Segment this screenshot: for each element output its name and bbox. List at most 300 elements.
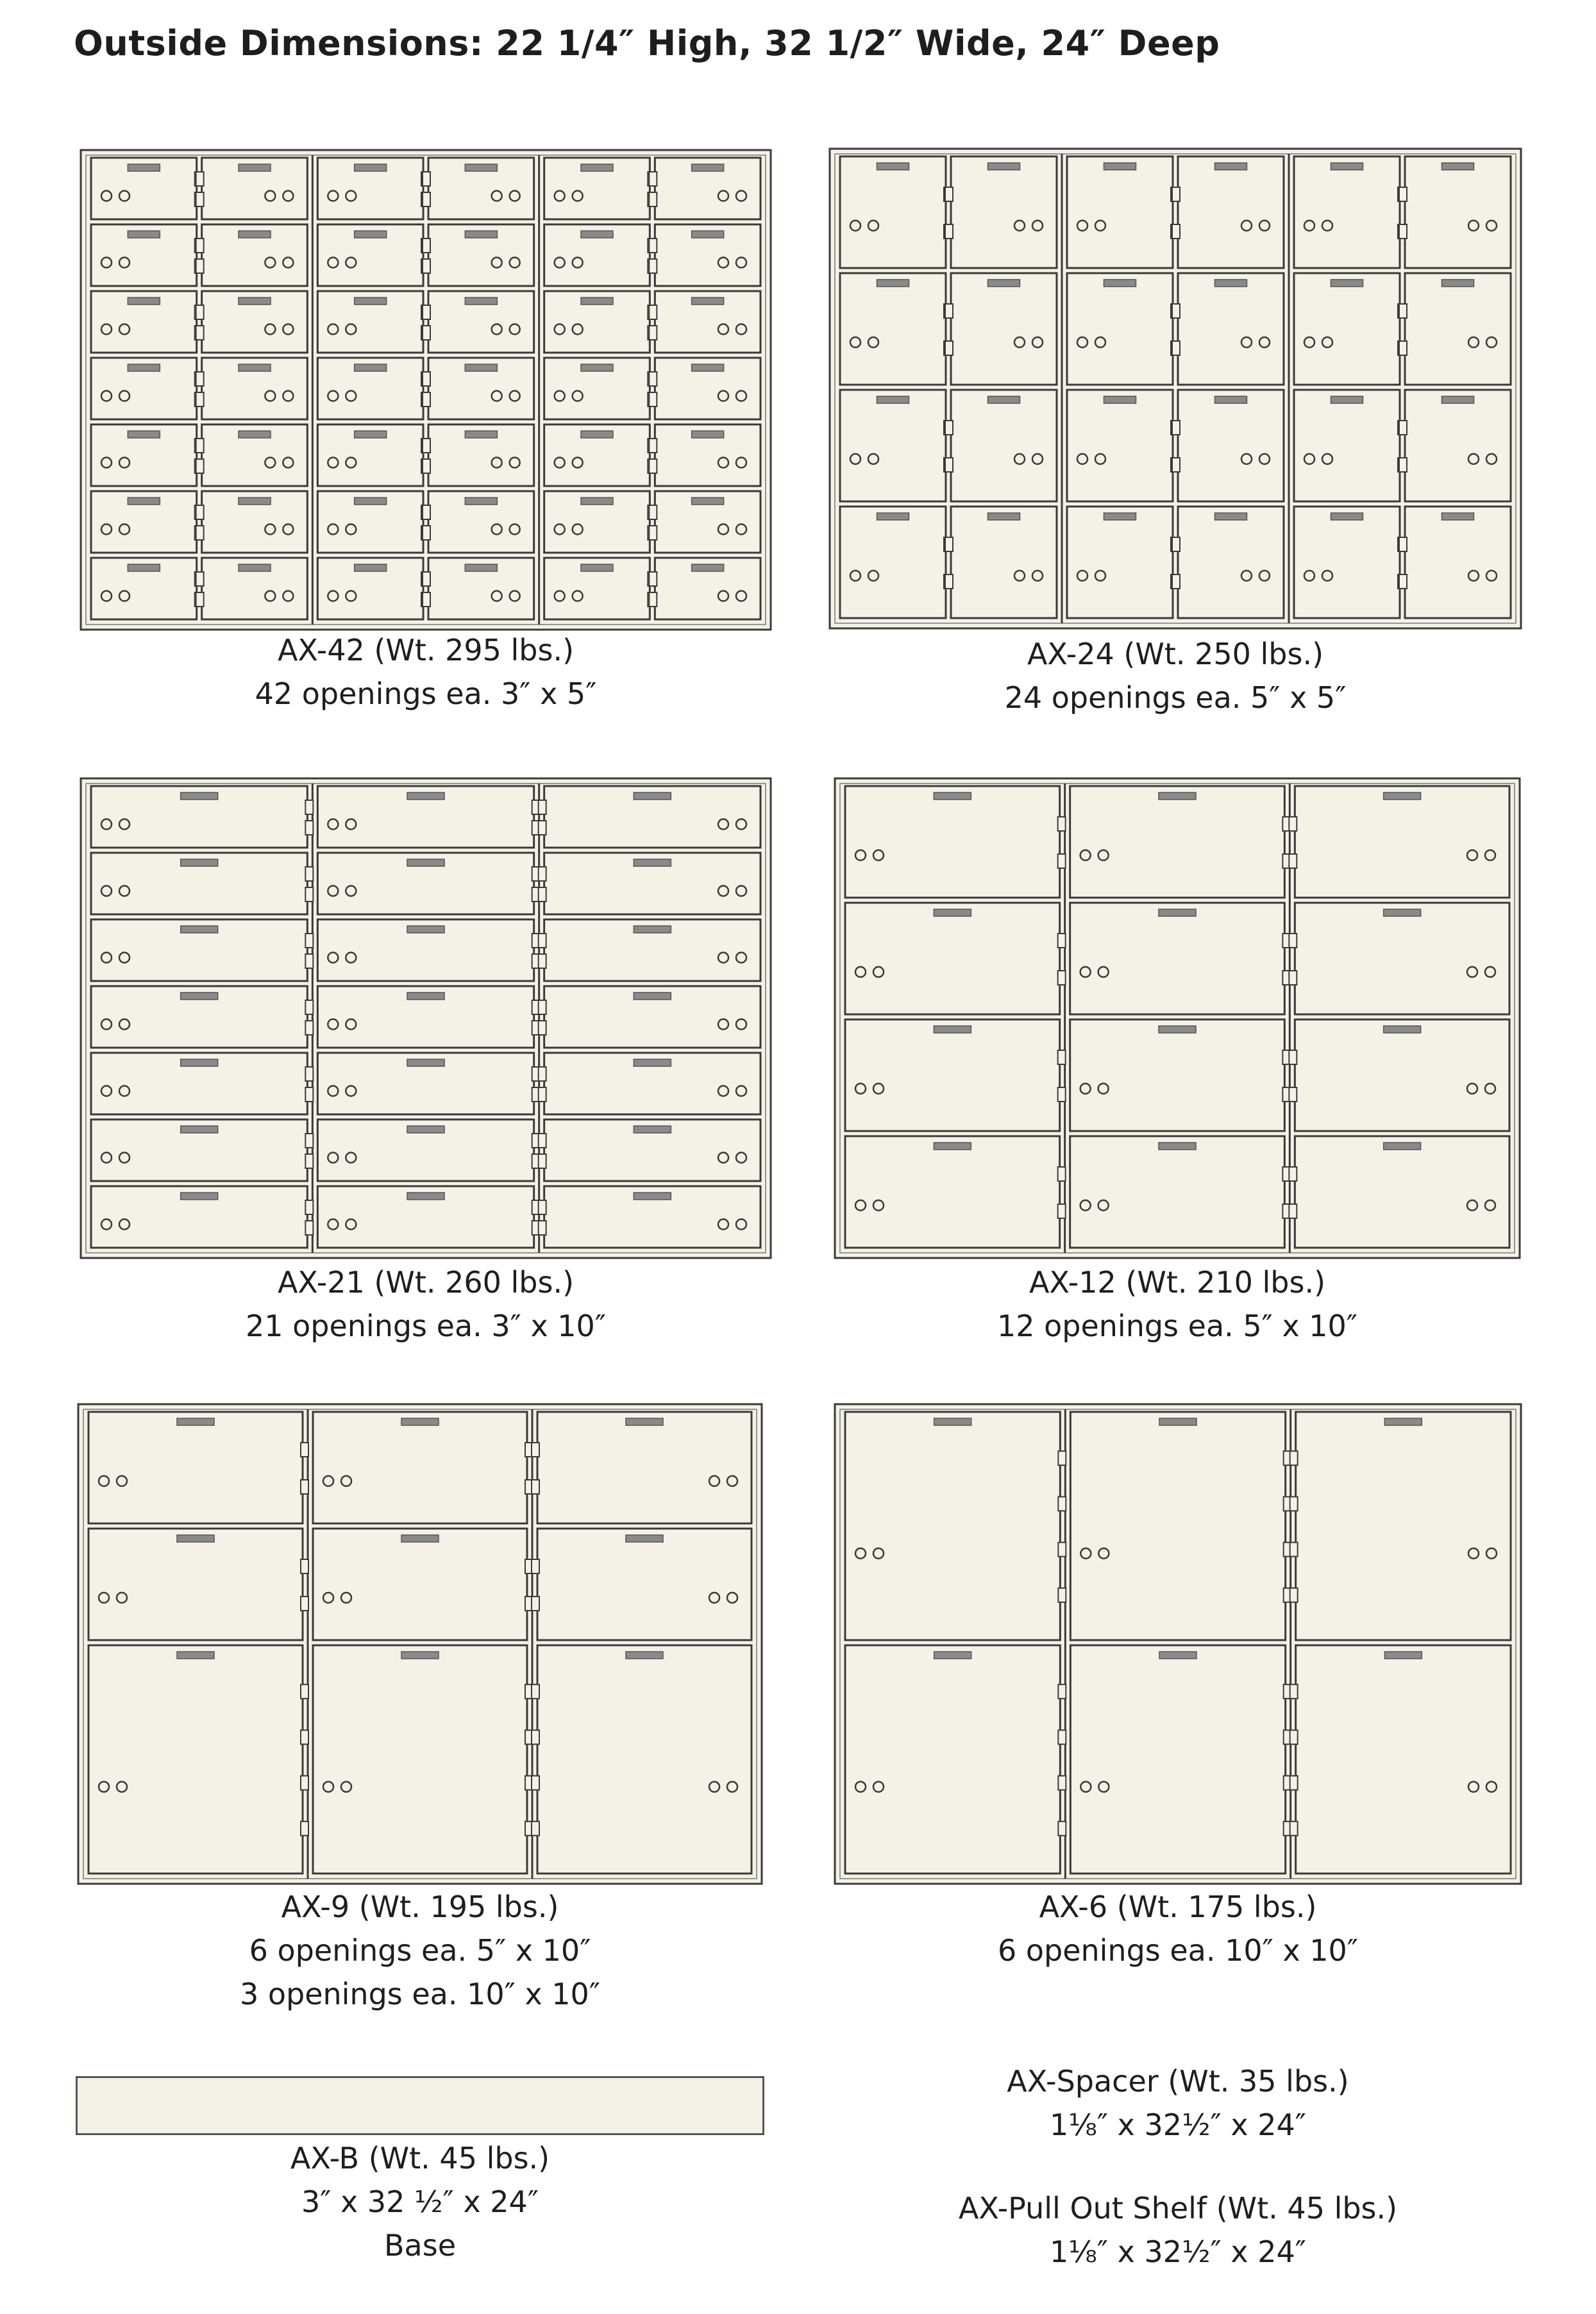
door bbox=[317, 424, 429, 486]
hinge-icon bbox=[196, 459, 204, 473]
hinge-icon bbox=[305, 800, 313, 814]
name-plate bbox=[1104, 396, 1136, 403]
hinge-icon bbox=[423, 326, 430, 340]
door bbox=[91, 491, 203, 553]
hinge-icon bbox=[1289, 1050, 1297, 1064]
ax-42-drawing bbox=[80, 149, 772, 631]
hinge-icon bbox=[532, 1597, 539, 1611]
door bbox=[91, 424, 203, 486]
door bbox=[845, 903, 1066, 1014]
door bbox=[91, 1186, 313, 1248]
hinge-icon bbox=[1399, 537, 1407, 551]
name-plate bbox=[239, 431, 271, 438]
name-plate bbox=[581, 364, 613, 371]
door bbox=[840, 273, 952, 385]
ax-21-name: AX-21 (Wt. 260 lbs.) bbox=[277, 1265, 575, 1300]
hinge-icon bbox=[1058, 971, 1066, 985]
hinge-icon bbox=[1290, 1684, 1298, 1698]
door bbox=[1399, 390, 1511, 501]
hinge-icon bbox=[1172, 224, 1180, 239]
ax-21-drawing bbox=[80, 777, 772, 1259]
name-plate bbox=[128, 431, 160, 438]
hinge-icon bbox=[539, 1221, 546, 1235]
ax-42-spec: 42 openings ea. 3″ x 5″ bbox=[255, 676, 597, 711]
hinge-icon bbox=[196, 305, 204, 319]
door bbox=[313, 1645, 533, 1874]
hinge-icon bbox=[1289, 1167, 1297, 1181]
hinge-icon bbox=[539, 800, 546, 814]
hinge-icon bbox=[1290, 1730, 1298, 1744]
ax-shelf-dims: 1⅛″ x 32½″ x 24″ bbox=[1050, 2234, 1306, 2269]
hinge-icon bbox=[649, 172, 657, 186]
door bbox=[539, 853, 760, 914]
name-plate bbox=[634, 859, 671, 866]
door bbox=[423, 491, 534, 553]
door bbox=[1070, 1136, 1291, 1248]
name-plate bbox=[355, 431, 387, 438]
hinge-icon bbox=[649, 192, 657, 206]
ax-spacer-caption bbox=[834, 2059, 1522, 2147]
door bbox=[88, 1412, 308, 1523]
hinge-icon bbox=[1399, 341, 1407, 355]
door bbox=[423, 358, 534, 419]
hinge-icon bbox=[649, 439, 657, 453]
name-plate bbox=[877, 163, 909, 170]
hinge-icon bbox=[1058, 1050, 1066, 1064]
hinge-icon bbox=[649, 572, 657, 586]
name-plate bbox=[877, 280, 909, 287]
hinge-icon bbox=[1399, 187, 1407, 201]
hinge-icon bbox=[532, 1684, 539, 1698]
name-plate bbox=[407, 859, 444, 866]
ax-6-spec: 6 openings ea. 10″ x 10″ bbox=[997, 1933, 1359, 1968]
door bbox=[317, 224, 429, 286]
door bbox=[91, 358, 203, 419]
hinge-icon bbox=[649, 372, 657, 386]
hinge-icon bbox=[945, 537, 953, 551]
hinge-icon bbox=[196, 172, 204, 186]
door bbox=[649, 491, 760, 553]
hinge-icon bbox=[1172, 537, 1180, 551]
door bbox=[91, 919, 313, 981]
name-plate bbox=[465, 498, 497, 505]
door bbox=[196, 358, 308, 419]
hinge-icon bbox=[1290, 1776, 1298, 1790]
hinge-icon bbox=[1172, 458, 1180, 472]
name-plate bbox=[634, 993, 671, 1000]
name-plate bbox=[181, 859, 218, 866]
hinge-icon bbox=[539, 1134, 546, 1148]
hinge-icon bbox=[423, 526, 430, 540]
name-plate bbox=[465, 564, 497, 571]
hinge-icon bbox=[945, 304, 953, 318]
hinge-icon bbox=[539, 821, 546, 835]
door bbox=[91, 853, 313, 914]
hinge-icon bbox=[196, 192, 204, 206]
name-plate bbox=[581, 564, 613, 571]
name-plate bbox=[1159, 1143, 1196, 1150]
hinge-icon bbox=[539, 1021, 546, 1035]
ax-9-caption bbox=[77, 1885, 763, 2016]
name-plate bbox=[1331, 163, 1363, 170]
hinge-icon bbox=[196, 592, 204, 607]
door bbox=[196, 158, 308, 219]
hinge-icon bbox=[649, 259, 657, 273]
hinge-icon bbox=[1290, 1588, 1298, 1602]
hinge-icon bbox=[423, 439, 430, 453]
name-plate bbox=[177, 1418, 214, 1425]
door bbox=[1289, 903, 1509, 1014]
door bbox=[196, 291, 308, 353]
door bbox=[845, 1412, 1066, 1640]
hinge-icon bbox=[423, 372, 430, 386]
door bbox=[544, 491, 656, 553]
door bbox=[539, 786, 760, 848]
name-plate bbox=[1159, 1026, 1196, 1033]
door bbox=[649, 158, 760, 219]
ax-12-caption bbox=[834, 1261, 1521, 1348]
hinge-icon bbox=[305, 934, 313, 948]
hinge-icon bbox=[1058, 1822, 1066, 1836]
door bbox=[1067, 273, 1179, 385]
name-plate bbox=[626, 1418, 663, 1425]
name-plate bbox=[1159, 909, 1196, 916]
door bbox=[91, 291, 203, 353]
hinge-icon bbox=[305, 1200, 313, 1214]
ax-21-spec: 21 openings ea. 3″ x 10″ bbox=[245, 1309, 607, 1343]
door bbox=[945, 507, 1057, 618]
name-plate bbox=[1104, 280, 1136, 287]
name-plate bbox=[239, 498, 271, 505]
door bbox=[317, 491, 429, 553]
name-plate bbox=[181, 1193, 218, 1200]
hinge-icon bbox=[1058, 1730, 1066, 1744]
name-plate bbox=[934, 1026, 971, 1033]
door bbox=[313, 1529, 533, 1640]
door bbox=[423, 291, 534, 353]
ax-b-label: Base bbox=[383, 2228, 456, 2263]
door bbox=[649, 224, 760, 286]
hinge-icon bbox=[423, 572, 430, 586]
hinge-icon bbox=[301, 1776, 308, 1790]
hinge-icon bbox=[1058, 817, 1066, 831]
door bbox=[317, 358, 429, 419]
hinge-icon bbox=[196, 392, 204, 407]
name-plate bbox=[692, 364, 724, 371]
hinge-icon bbox=[1058, 1167, 1066, 1181]
hinge-icon bbox=[301, 1559, 308, 1573]
hinge-icon bbox=[423, 172, 430, 186]
door bbox=[317, 1186, 539, 1248]
hinge-icon bbox=[945, 458, 953, 472]
hinge-icon bbox=[1399, 304, 1407, 318]
door bbox=[544, 224, 656, 286]
door bbox=[1294, 507, 1406, 618]
ax-9-spec-1: 6 openings ea. 5″ x 10″ bbox=[249, 1933, 591, 1968]
ax-24-drawing bbox=[828, 147, 1522, 630]
door bbox=[1172, 507, 1284, 618]
ax-b-name: AX-B (Wt. 45 lbs.) bbox=[290, 2141, 550, 2176]
name-plate bbox=[988, 280, 1020, 287]
hinge-icon bbox=[1058, 1451, 1066, 1465]
name-plate bbox=[1159, 792, 1196, 800]
ax-9-drawing bbox=[77, 1403, 763, 1885]
hinge-icon bbox=[196, 326, 204, 340]
hinge-icon bbox=[1289, 1204, 1297, 1218]
hinge-icon bbox=[1399, 224, 1407, 239]
door bbox=[423, 558, 534, 619]
name-plate bbox=[355, 298, 387, 305]
name-plate bbox=[692, 431, 724, 438]
name-plate bbox=[239, 298, 271, 305]
name-plate bbox=[626, 1535, 663, 1542]
name-plate bbox=[1159, 1652, 1197, 1659]
name-plate bbox=[1442, 513, 1474, 520]
name-plate bbox=[988, 163, 1020, 170]
door bbox=[317, 986, 539, 1048]
hinge-icon bbox=[1058, 1497, 1066, 1511]
door bbox=[544, 158, 656, 219]
door bbox=[196, 424, 308, 486]
name-plate bbox=[465, 431, 497, 438]
door bbox=[1070, 903, 1291, 1014]
hinge-icon bbox=[539, 934, 546, 948]
name-plate bbox=[401, 1418, 439, 1425]
name-plate bbox=[581, 231, 613, 238]
hinge-icon bbox=[1172, 421, 1180, 435]
door bbox=[539, 1053, 760, 1114]
name-plate bbox=[692, 498, 724, 505]
hinge-icon bbox=[1172, 187, 1180, 201]
door bbox=[845, 786, 1066, 898]
name-plate bbox=[1384, 1418, 1422, 1425]
hinge-icon bbox=[423, 505, 430, 519]
ax-spacer-name: AX-Spacer (Wt. 35 lbs.) bbox=[1007, 2064, 1349, 2099]
ax-9-spec-2: 3 openings ea. 10″ x 10″ bbox=[239, 1977, 601, 2011]
door bbox=[1289, 1136, 1509, 1248]
hinge-icon bbox=[301, 1684, 308, 1698]
door bbox=[423, 424, 534, 486]
ax-24-caption bbox=[828, 632, 1522, 719]
hinge-icon bbox=[539, 1154, 546, 1168]
hinge-icon bbox=[1058, 1087, 1066, 1102]
hinge-icon bbox=[1058, 934, 1066, 948]
hinge-icon bbox=[649, 526, 657, 540]
door bbox=[649, 424, 760, 486]
hinge-icon bbox=[532, 1730, 539, 1744]
hinge-icon bbox=[1058, 1204, 1066, 1218]
door bbox=[544, 558, 656, 619]
hinge-icon bbox=[1399, 574, 1407, 589]
door bbox=[91, 1119, 313, 1181]
door bbox=[945, 390, 1057, 501]
hinge-icon bbox=[305, 1021, 313, 1035]
hinge-icon bbox=[1399, 458, 1407, 472]
hinge-icon bbox=[423, 459, 430, 473]
hinge-icon bbox=[196, 239, 204, 253]
hinge-icon bbox=[649, 305, 657, 319]
name-plate bbox=[239, 164, 271, 171]
name-plate bbox=[128, 164, 160, 171]
hinge-icon bbox=[649, 239, 657, 253]
name-plate bbox=[692, 231, 724, 238]
name-plate bbox=[407, 1193, 444, 1200]
hinge-icon bbox=[423, 239, 430, 253]
ax-12-spec: 12 openings ea. 5″ x 10″ bbox=[996, 1309, 1358, 1343]
door bbox=[845, 1019, 1066, 1131]
hinge-icon bbox=[305, 821, 313, 835]
hinge-icon bbox=[539, 1087, 546, 1102]
hinge-icon bbox=[301, 1822, 308, 1836]
hinge-icon bbox=[1399, 421, 1407, 435]
door bbox=[649, 291, 760, 353]
door bbox=[539, 986, 760, 1048]
door bbox=[840, 507, 952, 618]
name-plate bbox=[1384, 792, 1421, 800]
ax-21-caption bbox=[80, 1261, 772, 1348]
door bbox=[196, 491, 308, 553]
hinge-icon bbox=[532, 1776, 539, 1790]
hinge-icon bbox=[945, 187, 953, 201]
door bbox=[532, 1645, 752, 1874]
door bbox=[945, 273, 1057, 385]
door bbox=[91, 224, 203, 286]
door bbox=[1399, 507, 1511, 618]
hinge-icon bbox=[1172, 341, 1180, 355]
name-plate bbox=[1384, 1143, 1421, 1150]
door bbox=[1067, 507, 1179, 618]
ax-24-name: AX-24 (Wt. 250 lbs.) bbox=[1027, 637, 1324, 671]
hinge-icon bbox=[945, 421, 953, 435]
door bbox=[423, 158, 534, 219]
hinge-icon bbox=[301, 1443, 308, 1457]
name-plate bbox=[988, 513, 1020, 520]
name-plate bbox=[581, 298, 613, 305]
hinge-icon bbox=[305, 1000, 313, 1014]
door bbox=[317, 291, 429, 353]
hinge-icon bbox=[539, 887, 546, 901]
name-plate bbox=[177, 1535, 214, 1542]
ax-shelf-caption bbox=[834, 2186, 1522, 2274]
name-plate bbox=[634, 1193, 671, 1200]
name-plate bbox=[1104, 163, 1136, 170]
hinge-icon bbox=[1290, 1543, 1298, 1557]
ax-9-name: AX-9 (Wt. 195 lbs.) bbox=[281, 1890, 559, 1924]
name-plate bbox=[128, 498, 160, 505]
page-title: Outside Dimensions: 22 1/4″ High, 32 1/2″ Wide, 24″ Deep bbox=[74, 23, 1220, 63]
hinge-icon bbox=[196, 259, 204, 273]
name-plate bbox=[181, 926, 218, 933]
door bbox=[1294, 156, 1406, 268]
door bbox=[317, 1119, 539, 1181]
hinge-icon bbox=[196, 439, 204, 453]
ax-spacer-dims: 1⅛″ x 32½″ x 24″ bbox=[1050, 2108, 1306, 2142]
hinge-icon bbox=[539, 1200, 546, 1214]
door bbox=[1172, 390, 1284, 501]
name-plate bbox=[1159, 1418, 1197, 1425]
name-plate bbox=[181, 993, 218, 1000]
name-plate bbox=[1442, 280, 1474, 287]
door bbox=[423, 224, 534, 286]
hinge-icon bbox=[539, 1000, 546, 1014]
hinge-icon bbox=[532, 1443, 539, 1457]
name-plate bbox=[1331, 280, 1363, 287]
hinge-icon bbox=[423, 192, 430, 206]
hinge-icon bbox=[305, 1067, 313, 1081]
hinge-icon bbox=[1290, 1822, 1298, 1836]
hinge-icon bbox=[305, 1087, 313, 1102]
name-plate bbox=[355, 164, 387, 171]
name-plate bbox=[692, 298, 724, 305]
name-plate bbox=[1215, 396, 1247, 403]
door bbox=[840, 390, 952, 501]
door bbox=[649, 358, 760, 419]
name-plate bbox=[692, 164, 724, 171]
name-plate bbox=[581, 164, 613, 171]
door bbox=[1070, 786, 1291, 898]
name-plate bbox=[181, 1126, 218, 1133]
hinge-icon bbox=[196, 572, 204, 586]
hinge-icon bbox=[1058, 1543, 1066, 1557]
door bbox=[1294, 390, 1406, 501]
name-plate bbox=[239, 364, 271, 371]
ax-b-caption bbox=[76, 2136, 764, 2267]
door bbox=[1399, 156, 1511, 268]
name-plate bbox=[355, 231, 387, 238]
name-plate bbox=[877, 396, 909, 403]
ax-12-name: AX-12 (Wt. 210 lbs.) bbox=[1029, 1265, 1326, 1300]
door bbox=[1399, 273, 1511, 385]
door bbox=[840, 156, 952, 268]
door bbox=[196, 558, 308, 619]
door bbox=[1289, 786, 1509, 898]
door bbox=[91, 1053, 313, 1114]
ax-6-name: AX-6 (Wt. 175 lbs.) bbox=[1039, 1890, 1317, 1924]
name-plate bbox=[407, 1126, 444, 1133]
name-plate bbox=[988, 396, 1020, 403]
hinge-icon bbox=[649, 326, 657, 340]
name-plate bbox=[581, 498, 613, 505]
ax-b-base-drawing bbox=[76, 2076, 764, 2135]
name-plate bbox=[1215, 513, 1247, 520]
name-plate bbox=[581, 431, 613, 438]
name-plate bbox=[128, 564, 160, 571]
hinge-icon bbox=[305, 954, 313, 968]
name-plate bbox=[877, 513, 909, 520]
door bbox=[1070, 1019, 1291, 1131]
name-plate bbox=[465, 298, 497, 305]
name-plate bbox=[128, 364, 160, 371]
hinge-icon bbox=[1289, 971, 1297, 985]
hinge-icon bbox=[1290, 1451, 1298, 1465]
name-plate bbox=[465, 164, 497, 171]
door bbox=[1067, 390, 1179, 501]
hinge-icon bbox=[305, 1134, 313, 1148]
name-plate bbox=[128, 231, 160, 238]
hinge-icon bbox=[1289, 934, 1297, 948]
door bbox=[544, 358, 656, 419]
hinge-icon bbox=[1172, 574, 1180, 589]
hinge-icon bbox=[945, 224, 953, 239]
name-plate bbox=[465, 364, 497, 371]
door bbox=[845, 1645, 1066, 1874]
hinge-icon bbox=[301, 1480, 308, 1494]
name-plate bbox=[355, 364, 387, 371]
door bbox=[91, 558, 203, 619]
hinge-icon bbox=[945, 574, 953, 589]
name-plate bbox=[239, 564, 271, 571]
name-plate bbox=[1442, 163, 1474, 170]
